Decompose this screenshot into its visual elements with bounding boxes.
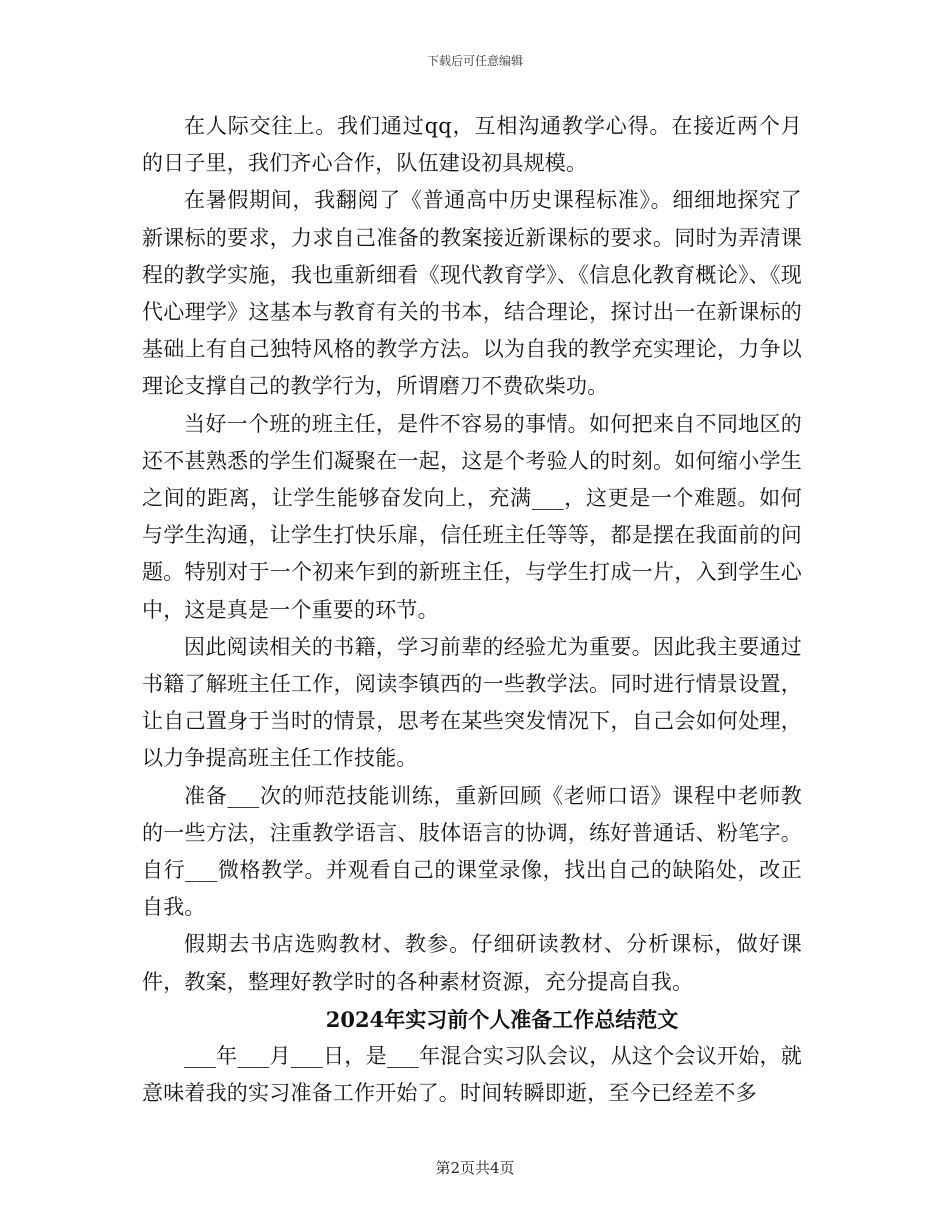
paragraph-interpersonal: 在人际交往上。我们通过qq，互相沟通教学心得。在接近两个月的日子里，我们齐心合作，队伍建设初具规模。 <box>142 114 802 176</box>
page-header: 下载后可任意编辑 <box>426 54 523 68</box>
paragraph-reading-books: 因此阅读相关的书籍，学习前辈的经验尤为重要。因此我主要通过书籍了解班主任工作，阅读李镇西的一些教学法。同时进行情景设置，让自己置身于当时的情景，思考在某些突发情况下，自己会如何处理，以力争提高班主任工作技能。 <box>142 634 802 771</box>
paragraph-section-intro: ___年___月___日，是___年混合实习队会议，从这个会议开始，就意味着我的实习准备工作开始了。时间转瞬即逝，至今已经差不多 <box>142 1044 802 1106</box>
paragraph-summer-study: 在暑假期间，我翻阅了《普通高中历史课程标准》。细细地探究了新课标的要求，力求自己准备的教案接近新课标的要求。同时为弄清课程的教学实施，我也重新细看《现代教育学》、《信息化教育概论》、《现代心理学》这基本与教育有关的书本，结合理论，探讨出一在新课标的基础上有自己独特风格的教学方法。以为自我的教学充实理论，力争以理论支撑自己的教学行为，所谓磨刀不费砍柴功。 <box>142 188 802 399</box>
document-body <box>142 108 802 1112</box>
paragraph-class-teacher: 当好一个班的班主任，是件不容易的事情。如何把来自不同地区的还不甚熟悉的学生们凝聚在一起，这是个考验人的时刻。如何缩小学生之间的距离，让学生能够奋发向上，充满___，这更是一个难题。如何与学生沟通，让学生打快乐扉，信任班主任等等，都是摆在我面前的问题。特别对于一个初来乍到的新班主任，与学生打成一片，入到学生心中，这是真是一个重要的环节。 <box>142 411 802 622</box>
section-title: 2024年实习前个人准备工作总结范文 <box>325 1006 679 1032</box>
paragraph-skills-training: 准备___次的师范技能训练，重新回顾《老师口语》课程中老师教的一些方法，注重教学语言、肢体语言的协调，练好普通话、粉笔字。自行___微格教学。并观看自己的课堂录像，找出自己的缺陷处，改正自我。 <box>142 783 802 920</box>
page-number: 第2页共4页 <box>435 1159 515 1177</box>
paragraph-teaching-materials: 假期去书店选购教材、教参。仔细研读教材、分析课标，做好课件，教案，整理好教学时的各种素材资源，充分提高自我。 <box>142 932 802 994</box>
